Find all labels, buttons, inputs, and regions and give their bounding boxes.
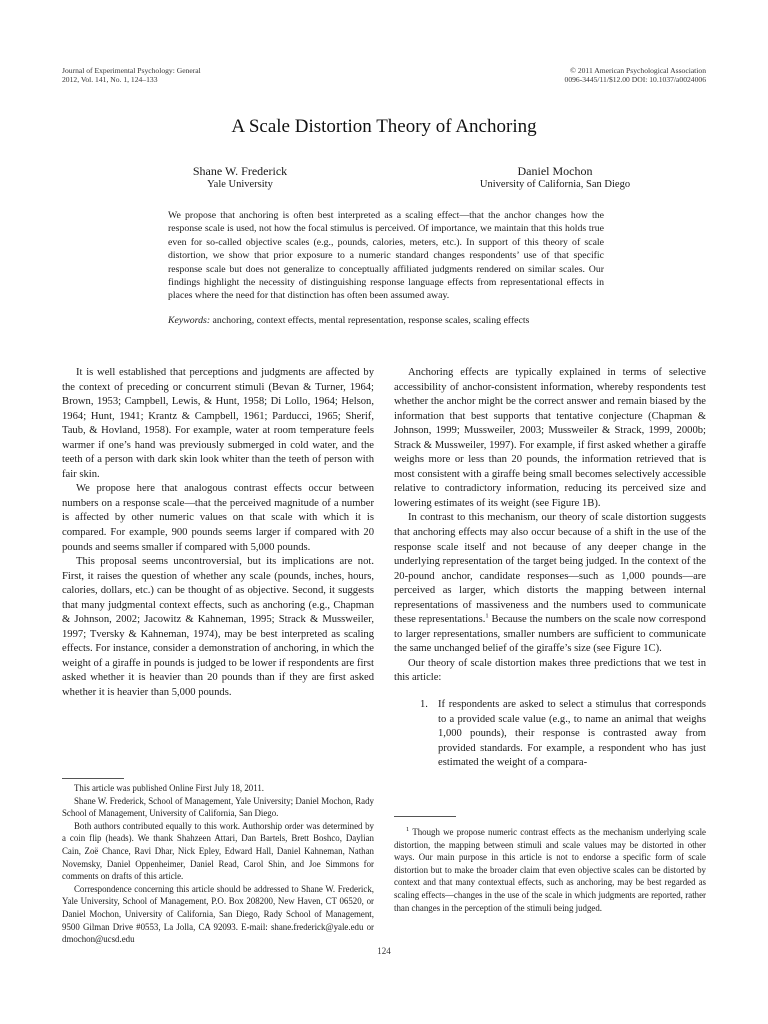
- abstract: We propose that anchoring is often best interpreted as a scaling effect—that the anchor changes how the response scale is used, not how the focal stimulus is perceived. Of importance, we maintain that this holds true even for so-called objective scales (e.g., pounds, calories, meters, etc.). In support of this theory of scale distortion, we show that prior exposure to a numeric standard changes respondents’ use of that specific response scale but does not generalize to conceptually affiliated judgments rendered on similar scales. Our findings highlight the necessity of distinguishing response language effects from representational effects in places where the need for that distinction has often been assumed away.: [168, 210, 604, 302]
- body-paragraph: This proposal seems uncontroversial, but its implications are not. First, it raises the question of whether any scale (pounds, inches, hours, calories, dollars, etc.) can be thought of as objective. Second, it suggests that many judgmental context effects, such as anchoring (e.g., Chapman & Johnson, 2002; Jacowitz & Kahneman, 1995; Strack & Mussweiler, 1997; Tversky & Kahneman, 1974), may be best interpreted as scaling effects. For instance, consider a demonstration of anchoring, in which the weight of a giraffe in pounds is judged to be lower if respondents are first asked whether it is heavier than 20 pounds than if they are first asked whether it is heavier than 5,000 pounds.: [62, 556, 374, 699]
- journal-name: Journal of Experimental Psychology: General: [62, 66, 201, 75]
- author-1: [150, 164, 330, 192]
- copyright-header: [565, 66, 706, 84]
- keywords: [168, 314, 604, 327]
- footnote: [394, 826, 706, 914]
- author-notes: [62, 782, 374, 946]
- numbered-prediction: [394, 698, 706, 771]
- prediction-number: 1.: [420, 699, 428, 711]
- author-affiliation: Yale University: [207, 179, 273, 190]
- left-column: [62, 366, 374, 701]
- body-paragraph: [394, 511, 706, 656]
- footnote-ref[interactable]: 1: [485, 612, 489, 620]
- body-paragraph: We propose here that analogous contrast effects occur between numbers on a response scale—that the perceived magnitude of a number is affected by other numeric values on that scale with which it is compared. For example, 900 pounds seems larger if compared with 20 pounds and seems smaller if compared with 5,000 pounds.: [62, 483, 374, 553]
- body-paragraph: It is well established that perceptions and judgments are affected by the context of preceding or concurrent stimuli (Bevan & Turner, 1964; Brown, 1953; Campbell, Lewis, & Hunt, 1958; Di Lollo, 1964; Helson, 1964; Hunt, 1941; Krantz & Campbell, 1961; Parducci, 1965; Sherif, Taub, & Hovland, 1958). For example, water at room temperature feels warmer if one’s hand was previously submerged in cold water, and the teeth of a person with dark skin look whiter than the teeth of person with fair skin.: [62, 367, 374, 480]
- copyright-notice: © 2011 American Psychological Association: [570, 66, 706, 75]
- body-paragraph: Our theory of scale distortion makes three predictions that we test in this article:: [394, 657, 706, 684]
- body-paragraph: Anchoring effects are typically explained in terms of selective accessibility of anchor-consistent information, whereby respondents test whether the anchor might be the correct answer and remain biased by the information that best supports that tentative conjecture (Chapman & Johnson, 1999; Mussweiler, 2003; Mussweiler & Strack, 1999, 2000b; Strack & Mussweiler, 1997). For example, if first asked whether a giraffe weighs more or less than 20 pounds, the information retrieved that is most consistent with a giraffe being small becomes selectively accessible relative to contradictory information, reducing its perceived size and lowering estimates of its weight (see Figure 1B).: [394, 367, 706, 509]
- footnote-text: Though we propose numeric contrast effects as the mechanism underlying scale distortion, the mapping between stimuli and scale values may be distorted in other ways. Our main purpose in this article is not to endorse a specific form of scale distortion but to make the broader claim that even objective scales can be distorted by context and that many contextual effects, such as anchoring, may be best regarded as scaling effects—changes in the use of the scale in which judgments are reported, rather than changes in the perception of the stimuli being judged.: [394, 827, 706, 913]
- author-name: Shane W. Frederick: [192, 164, 288, 178]
- keywords-label: Keywords:: [168, 315, 211, 326]
- author-2: [425, 164, 685, 192]
- footnotes: [394, 826, 706, 914]
- journal-header: [62, 66, 201, 84]
- journal-volume: 2012, Vol. 141, No. 1, 124–133: [62, 75, 158, 84]
- author-note: This article was published Online First July 18, 2011.: [74, 783, 264, 793]
- article-title: A Scale Distortion Theory of Anchoring: [231, 116, 537, 137]
- body-text: Because the numbers on the scale now correspond to larger representations, smaller numbers are sufficient to communicate the same unchanged belief of the giraffe’s size (see Figure 1C).: [394, 614, 706, 655]
- keywords-text: anchoring, context effects, mental representation, response scales, scaling effects: [212, 315, 530, 326]
- right-column: [394, 366, 706, 771]
- prediction-text: If respondents are asked to select a stimulus that corresponds to a provided scale value (e.g., to name an animal that weighs 1,000 pounds), their response is contrasted away from provided standards. For example, a respondent who has just estimated the weight of a compara-: [438, 699, 706, 769]
- footnote-mark: 1: [406, 826, 410, 834]
- author-name: Daniel Mochon: [517, 164, 593, 178]
- author-note: Both authors contributed equally to this work. Authorship order was determined by a coin flip (heads). We thank Shahzeen Attari, Dan Bartels, Brett Boshco, Daylian Cain, Zoë Chance, Ravi Dhar, Nick Epley, Edward Hall, Daniel Kahneman, Nathan Novemsky, Daniel Oppenheimer, Daniel Read, Carol Shin, and Joe Simmons for comments on drafts of this article.: [62, 820, 374, 882]
- author-note: Shane W. Frederick, School of Management, Yale University; Daniel Mochon, Rady School of Management, University of California, San Diego.: [62, 795, 374, 819]
- author-affiliation: University of California, San Diego: [479, 179, 631, 190]
- doi-line: 0096-3445/11/$12.00 DOI: 10.1037/a0024006: [564, 75, 706, 84]
- body-text: In contrast to this mechanism, our theory of scale distortion suggests that anchoring effects may also occur because of a shift in the use of the response scale itself and not because of any deeper change in the underlying representation of the target being judged. In the context of the 20-pound anchor, candidate responses—such as 1,000 pounds—are perceived as larger, which distorts the mapping between internal representations of massiveness and the numbers used to communicate these representations.: [394, 512, 706, 626]
- author-note: Correspondence concerning this article should be addressed to Shane W. Frederick, Yale University, School of Management, P.O. Box 208200, New Haven, CT 06520, or Daniel Mochon, University of California, San Diego, Rady School of Management, 9500 Gilman Drive #0553, La Jolla, CA 92093. E-mail: shane.frederick@yale.edu or dmochon@ucsd.edu: [62, 883, 374, 945]
- page-number: 124: [377, 946, 391, 956]
- footnote-divider: [62, 778, 124, 779]
- footnote-divider: [394, 816, 456, 817]
